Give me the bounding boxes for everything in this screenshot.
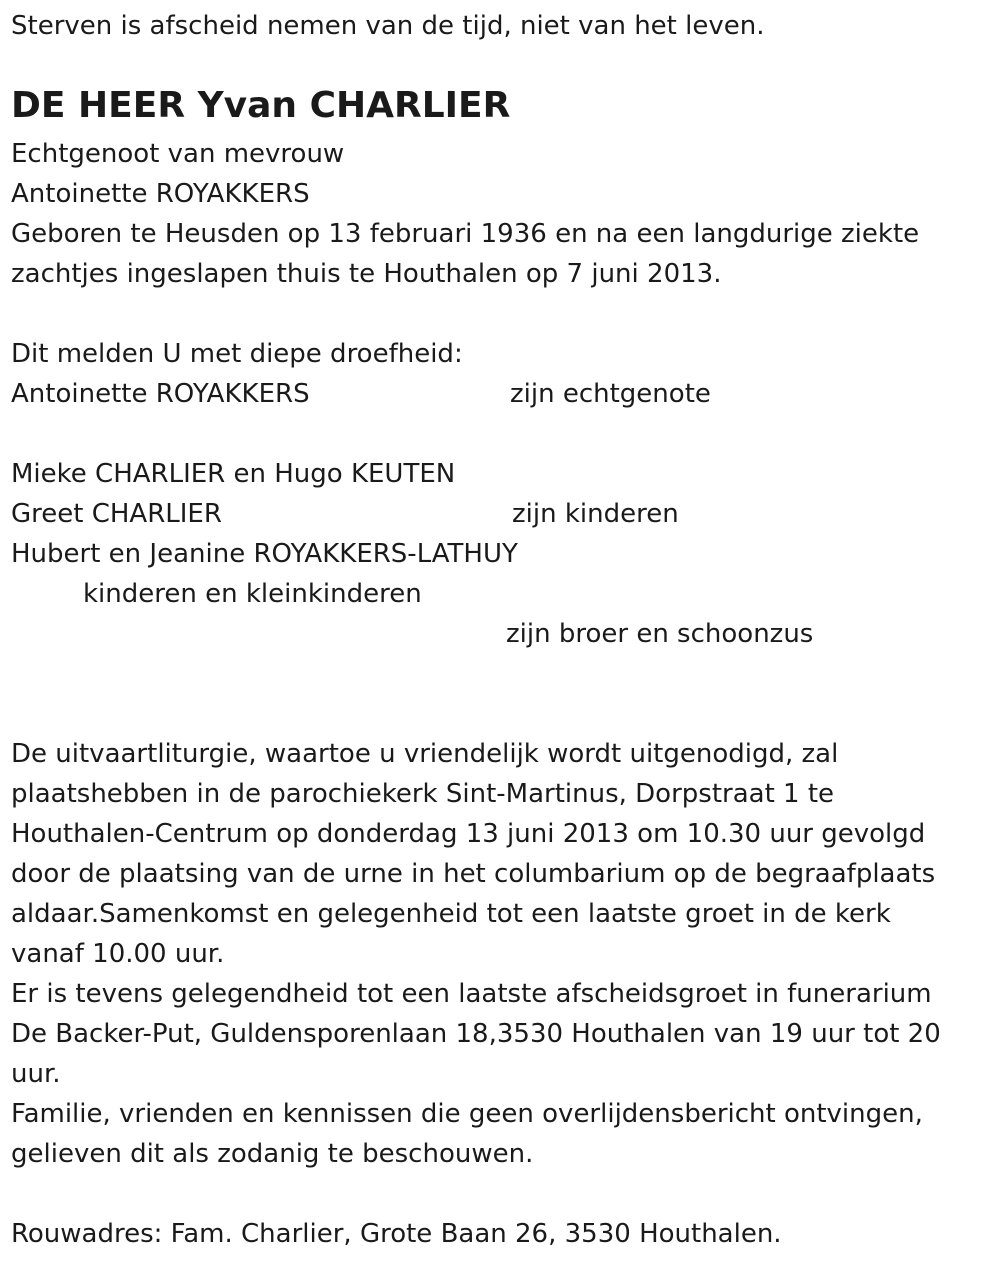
mourning-address: Rouwadres: Fam. Charlier, Grote Baan 26, 3530 Houthalen. xyxy=(11,1219,782,1249)
funeral-text-line: gelieven dit als zodanig te beschouwen. xyxy=(11,1139,534,1169)
mourner-name: Hubert en Jeanine ROYAKKERS-LATHUY xyxy=(11,539,518,569)
mourner-name: Greet CHARLIER xyxy=(11,499,222,529)
mourner-relation: zijn echtgenote xyxy=(510,379,711,409)
birth-death-line-1: Geboren te Heusden op 13 februari 1936 en na een langdurige ziekte xyxy=(11,219,920,249)
funeral-text-line: vanaf 10.00 uur. xyxy=(11,939,225,969)
funeral-text-line: Er is tevens gelegendheid tot een laatste afscheidsgroet in funerarium xyxy=(11,979,932,1009)
mourner-relation: zijn kinderen xyxy=(512,499,679,529)
mourner-relation: zijn broer en schoonzus xyxy=(506,619,814,649)
announcement-intro: Dit melden U met diepe droefheid: xyxy=(11,339,463,369)
spouse-line-1: Echtgenoot van mevrouw xyxy=(11,139,345,169)
funeral-text-line: aldaar.Samenkomst en gelegenheid tot een laatste groet in de kerk xyxy=(11,899,891,929)
funeral-text-line: uur. xyxy=(11,1059,61,1089)
funeral-text-line: door de plaatsing van de urne in het columbarium op de begraafplaats xyxy=(11,859,936,889)
birth-death-line-2: zachtjes ingeslapen thuis te Houthalen op 7 juni 2013. xyxy=(11,259,722,289)
funeral-text-line: Familie, vrienden en kennissen die geen overlijdensbericht ontvingen, xyxy=(11,1099,923,1129)
mourner-name: Antoinette ROYAKKERS xyxy=(11,379,310,409)
deceased-name: DE HEER Yvan CHARLIER xyxy=(11,85,511,126)
mourner-name: Mieke CHARLIER en Hugo KEUTEN xyxy=(11,459,456,489)
funeral-text-line: De uitvaartliturgie, waartoe u vriendelijk wordt uitgenodigd, zal xyxy=(11,739,839,769)
spouse-line-2: Antoinette ROYAKKERS xyxy=(11,179,310,209)
motto: Sterven is afscheid nemen van de tijd, niet van het leven. xyxy=(11,11,765,41)
funeral-text-line: Houthalen-Centrum op donderdag 13 juni 2013 om 10.30 uur gevolgd xyxy=(11,819,926,849)
funeral-text-line: De Backer-Put, Guldensporenlaan 18,3530 Houthalen van 19 uur tot 20 xyxy=(11,1019,941,1049)
funeral-text-line: plaatshebben in de parochiekerk Sint-Martinus, Dorpstraat 1 te xyxy=(11,779,835,809)
mourner-name: kinderen en kleinkinderen xyxy=(83,579,422,609)
